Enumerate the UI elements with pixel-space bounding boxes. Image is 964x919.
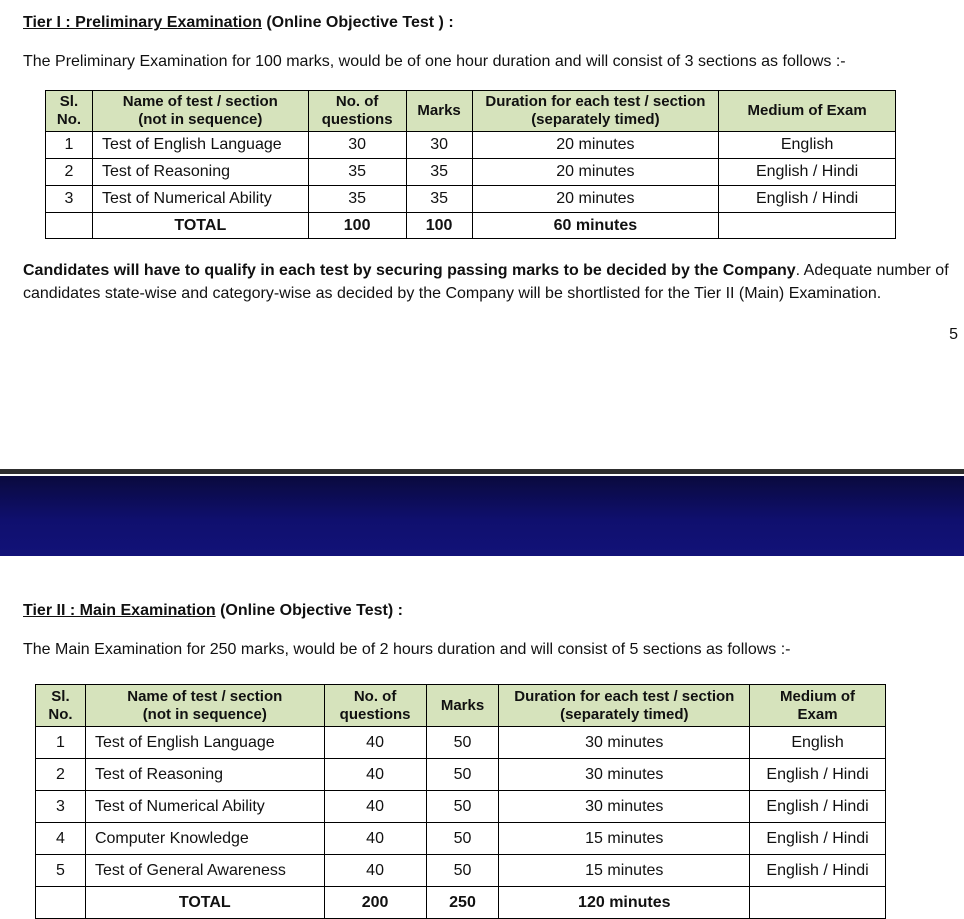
cell-medium: English / Hindi xyxy=(750,791,886,823)
cell-marks: 50 xyxy=(426,791,499,823)
tier1-table xyxy=(45,90,896,239)
tier2-heading xyxy=(23,602,403,620)
cell-duration: 30 minutes xyxy=(499,791,750,823)
page-number: 5 xyxy=(949,326,958,343)
cell-sl: 2 xyxy=(36,759,86,791)
cell-duration: 30 minutes xyxy=(499,727,750,759)
cell-sl: 1 xyxy=(46,132,93,159)
cell-questions: 35 xyxy=(308,186,406,213)
cell-name: Test of Numerical Ability xyxy=(92,186,308,213)
cell-questions: 35 xyxy=(308,159,406,186)
cell-duration: 20 minutes xyxy=(472,186,719,213)
tier1-note-bold: Candidates will have to qualify in each test by securing passing marks to be decided by the Company xyxy=(23,262,796,279)
tier2-heading-rest: (Online Objective Test) : xyxy=(215,602,403,619)
cell-medium: English / Hindi xyxy=(750,855,886,887)
tier1-header-sl: Sl. No. xyxy=(46,91,93,132)
cell-duration: 20 minutes xyxy=(472,132,719,159)
cell-duration: 30 minutes xyxy=(499,759,750,791)
tier1-header-row xyxy=(46,91,896,132)
page-divider xyxy=(0,469,964,474)
total-duration: 60 minutes xyxy=(472,213,719,239)
tier2-header-name: Name of test / section (not in sequence) xyxy=(85,685,324,727)
table-row xyxy=(46,132,896,159)
total-questions: 200 xyxy=(324,887,426,919)
cell-marks: 35 xyxy=(406,186,472,213)
cell-name: Test of English Language xyxy=(85,727,324,759)
table-row xyxy=(46,186,896,213)
cell-sl: 3 xyxy=(36,791,86,823)
total-row xyxy=(46,213,896,239)
tier1-intro: The Preliminary Examination for 100 marks, would be of one hour duration and will consist of 3 sections as follows :- xyxy=(23,53,846,70)
total-medium xyxy=(719,213,896,239)
tier2-heading-underlined: Tier II : Main Examination xyxy=(23,602,216,619)
cell-sl: 2 xyxy=(46,159,93,186)
total-questions: 100 xyxy=(308,213,406,239)
total-medium xyxy=(750,887,886,919)
tier1-note-rest: . Adequate number of candidates state-wise and category-wise as decided by the Company will be shortlisted for the Tier II (Main) Examination. xyxy=(23,262,949,302)
cell-marks: 50 xyxy=(426,759,499,791)
table-row xyxy=(36,759,886,791)
cell-name: Test of English Language xyxy=(92,132,308,159)
cell-medium: English / Hindi xyxy=(750,759,886,791)
cell-marks: 30 xyxy=(406,132,472,159)
tier1-heading-underlined: Tier I : Preliminary Examination xyxy=(23,14,262,31)
table-row xyxy=(36,791,886,823)
cell-medium: English xyxy=(750,727,886,759)
tier2-header-marks: Marks xyxy=(426,685,499,727)
cell-sl: 3 xyxy=(46,186,93,213)
total-label: TOTAL xyxy=(85,887,324,919)
tier2-header-questions: No. of questions xyxy=(324,685,426,727)
tier1-header-name: Name of test / section (not in sequence) xyxy=(92,91,308,132)
table-row xyxy=(36,727,886,759)
cell-name: Test of General Awareness xyxy=(85,855,324,887)
cell-marks: 50 xyxy=(426,823,499,855)
tier1-header-duration: Duration for each test / section (separately timed) xyxy=(472,91,719,132)
table-row xyxy=(46,159,896,186)
cell-questions: 40 xyxy=(324,759,426,791)
total-row xyxy=(36,887,886,919)
table-row xyxy=(36,823,886,855)
cell-duration: 15 minutes xyxy=(499,823,750,855)
tier2-header-sl: Sl. No. xyxy=(36,685,86,727)
cell-duration: 15 minutes xyxy=(499,855,750,887)
tier2-header-medium: Medium of Exam xyxy=(750,685,886,727)
tier1-heading-rest: (Online Objective Test ) : xyxy=(261,14,454,31)
cell-medium: English xyxy=(719,132,896,159)
cell-medium: English / Hindi xyxy=(719,186,896,213)
cell-questions: 40 xyxy=(324,727,426,759)
total-duration: 120 minutes xyxy=(499,887,750,919)
cell-marks: 50 xyxy=(426,727,499,759)
cell-duration: 20 minutes xyxy=(472,159,719,186)
cell-sl: 1 xyxy=(36,727,86,759)
cell-sl: 5 xyxy=(36,855,86,887)
cell-medium: English / Hindi xyxy=(719,159,896,186)
tier2-header-duration: Duration for each test / section (separately timed) xyxy=(499,685,750,727)
cell-questions: 30 xyxy=(308,132,406,159)
cell-questions: 40 xyxy=(324,791,426,823)
table-row xyxy=(36,855,886,887)
cell-name: Test of Reasoning xyxy=(92,159,308,186)
cell-name: Computer Knowledge xyxy=(85,823,324,855)
tier1-heading xyxy=(23,14,454,32)
tier2-intro: The Main Examination for 250 marks, would be of 2 hours duration and will consist of 5 sections as follows :- xyxy=(23,641,791,658)
cell-sl: 4 xyxy=(36,823,86,855)
tier1-header-medium: Medium of Exam xyxy=(719,91,896,132)
tier1-header-questions: No. of questions xyxy=(308,91,406,132)
cell-questions: 40 xyxy=(324,823,426,855)
cell-name: Test of Numerical Ability xyxy=(85,791,324,823)
cell-sl xyxy=(46,213,93,239)
cell-marks: 50 xyxy=(426,855,499,887)
tier1-note xyxy=(23,259,963,305)
cell-name: Test of Reasoning xyxy=(85,759,324,791)
cell-medium: English / Hindi xyxy=(750,823,886,855)
tier2-table xyxy=(35,684,886,919)
tier2-header-row xyxy=(36,685,886,727)
cell-marks: 35 xyxy=(406,159,472,186)
cell-sl xyxy=(36,887,86,919)
total-label: TOTAL xyxy=(92,213,308,239)
tier1-header-marks: Marks xyxy=(406,91,472,132)
page-break-banner xyxy=(0,476,964,556)
cell-questions: 40 xyxy=(324,855,426,887)
total-marks: 250 xyxy=(426,887,499,919)
total-marks: 100 xyxy=(406,213,472,239)
